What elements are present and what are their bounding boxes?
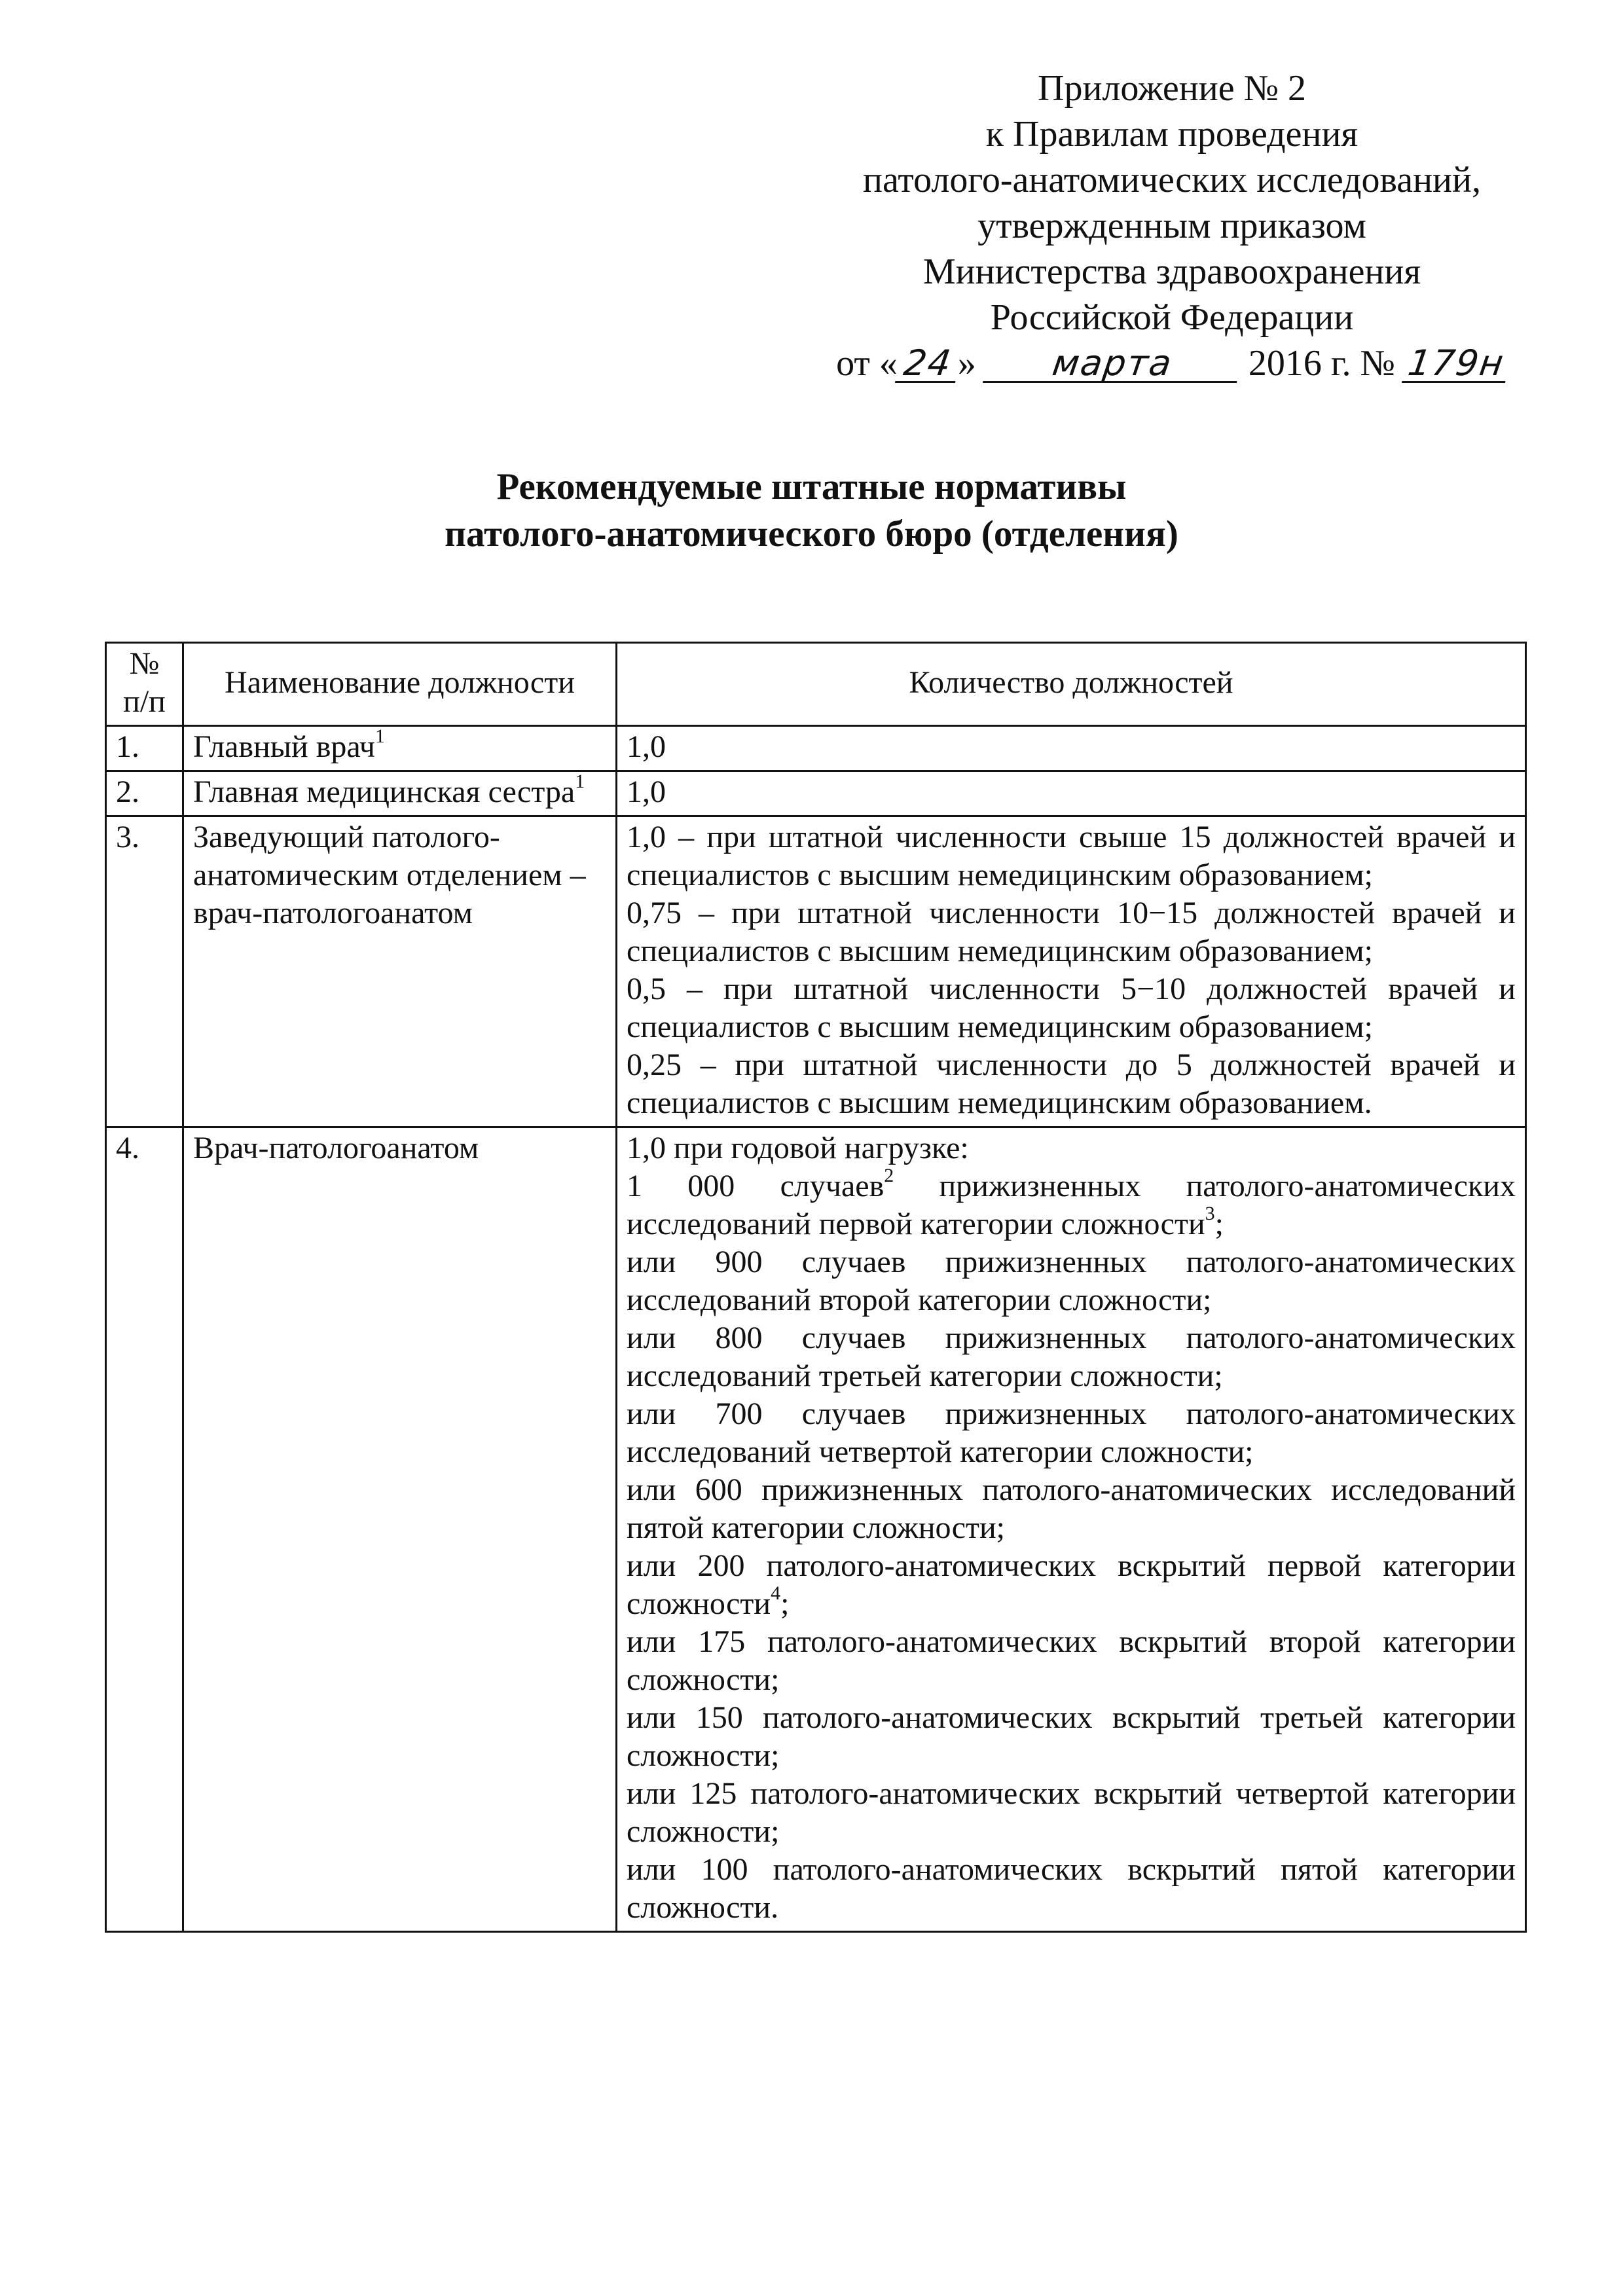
quantity-text: ; <box>780 1586 790 1621</box>
staffing-table <box>105 642 1527 1933</box>
quantity-line: или 800 случаев прижизненных патолого-анатомических исследований третьей категории сложности; <box>627 1321 1516 1393</box>
row-num: 2. <box>106 771 183 816</box>
quantity-line: 1,0 <box>627 729 666 764</box>
date-mid: » <box>957 343 976 384</box>
appendix-line: к Правилам проведения <box>985 114 1359 155</box>
quantity-line: или 100 патолого-анатомических вскрытий пятой категории сложности. <box>627 1852 1516 1925</box>
table-header-row <box>106 643 1526 726</box>
row-num: 1. <box>106 726 183 771</box>
appendix-line: Министерства здравоохранения <box>922 251 1421 292</box>
appendix-header <box>812 65 1532 386</box>
date-prefix: от « <box>836 343 898 384</box>
quantity-line: 0,25 – при штатной численности до 5 должностей врачей и специалистов с высшим немедицинским образованием. <box>627 1048 1516 1120</box>
quantity-line: или 600 прижизненных патолого-анатомических исследований пятой категории сложности; <box>627 1472 1516 1545</box>
handwritten-month: марта <box>983 346 1242 383</box>
appendix-line: Приложение № 2 <box>1038 68 1306 109</box>
footnote-ref: 1 <box>374 725 385 747</box>
quantity-line: 0,75 – при штатной численности 10−15 должностей врачей и специалистов с высшим немедицинским образованием; <box>627 896 1516 968</box>
table-row <box>106 771 1526 816</box>
quantity-text: или 200 патолого-анатомических вскрытий первой категории сложности <box>627 1548 1516 1621</box>
title-line: патолого-анатомического бюро (отделения) <box>445 513 1178 555</box>
quantity-line <box>627 1547 1516 1623</box>
quantity-line: 1,0 <box>627 774 666 809</box>
document-title <box>0 464 1623 558</box>
row-position: Врач-патологоанатом <box>183 1127 617 1932</box>
quantity-line: или 125 патолого-анатомических вскрытий четвертой категории сложности; <box>627 1776 1516 1849</box>
date-year: 2016 г. № <box>1248 343 1395 384</box>
appendix-line: Российской Федерации <box>990 297 1354 338</box>
row-quantity <box>617 726 1526 771</box>
quantity-text: ; <box>1214 1207 1224 1241</box>
title-line: Рекомендуемые штатные нормативы <box>496 466 1127 507</box>
quantity-line: 1,0 – при штатной численности свыше 15 должностей врачей и специалистов с высшим немедицинским образованием; <box>627 820 1516 892</box>
header-num: № п/п <box>106 643 183 726</box>
footnote-ref: 1 <box>575 771 585 792</box>
table-row <box>106 1127 1526 1932</box>
table-row <box>106 816 1526 1127</box>
order-date-line <box>812 340 1532 386</box>
position-text: Главная медицинская сестра <box>193 774 575 809</box>
footnote-ref: 4 <box>771 1582 781 1604</box>
row-quantity <box>617 816 1526 1127</box>
row-num: 4. <box>106 1127 183 1932</box>
row-num: 3. <box>106 816 183 1127</box>
row-position <box>183 771 617 816</box>
header-quantity: Количество должностей <box>617 643 1526 726</box>
position-text: Главный врач <box>193 729 375 764</box>
quantity-line: или 175 патолого-анатомических вскрытий второй категории сложности; <box>627 1624 1516 1697</box>
quantity-text: прижизненных патолого-анатомических исследований первой категории сложности <box>627 1169 1516 1241</box>
footnote-ref: 2 <box>884 1165 894 1186</box>
header-position: Наименование должности <box>183 643 617 726</box>
appendix-line: патолого-анатомических исследований, <box>863 160 1481 200</box>
quantity-line: 1,0 при годовой нагрузке: <box>627 1131 969 1165</box>
row-position: Заведующий патолого-анатомическим отделением – врач-патологоанатом <box>183 816 617 1127</box>
quantity-line: или 900 случаев прижизненных патолого-анатомических исследований второй категории сложности; <box>627 1245 1516 1317</box>
quantity-text: 1 000 случаев <box>627 1169 884 1203</box>
quantity-line: 0,5 – при штатной численности 5−10 должностей врачей и специалистов с высшим немедицинским образованием; <box>627 972 1516 1044</box>
table-row <box>106 726 1526 771</box>
footnote-ref: 3 <box>1205 1203 1215 1224</box>
quantity-line: или 150 патолого-анатомических вскрытий третьей категории сложности; <box>627 1700 1516 1773</box>
quantity-line: или 700 случаев прижизненных патолого-анатомических исследований четвертой категории сложности; <box>627 1396 1516 1469</box>
appendix-line: утвержденным приказом <box>977 206 1366 246</box>
handwritten-order-number: 179н <box>1402 346 1510 383</box>
handwritten-day: 24 <box>895 346 960 383</box>
row-quantity <box>617 1127 1526 1932</box>
row-position <box>183 726 617 771</box>
row-quantity <box>617 771 1526 816</box>
quantity-line <box>627 1167 1516 1243</box>
